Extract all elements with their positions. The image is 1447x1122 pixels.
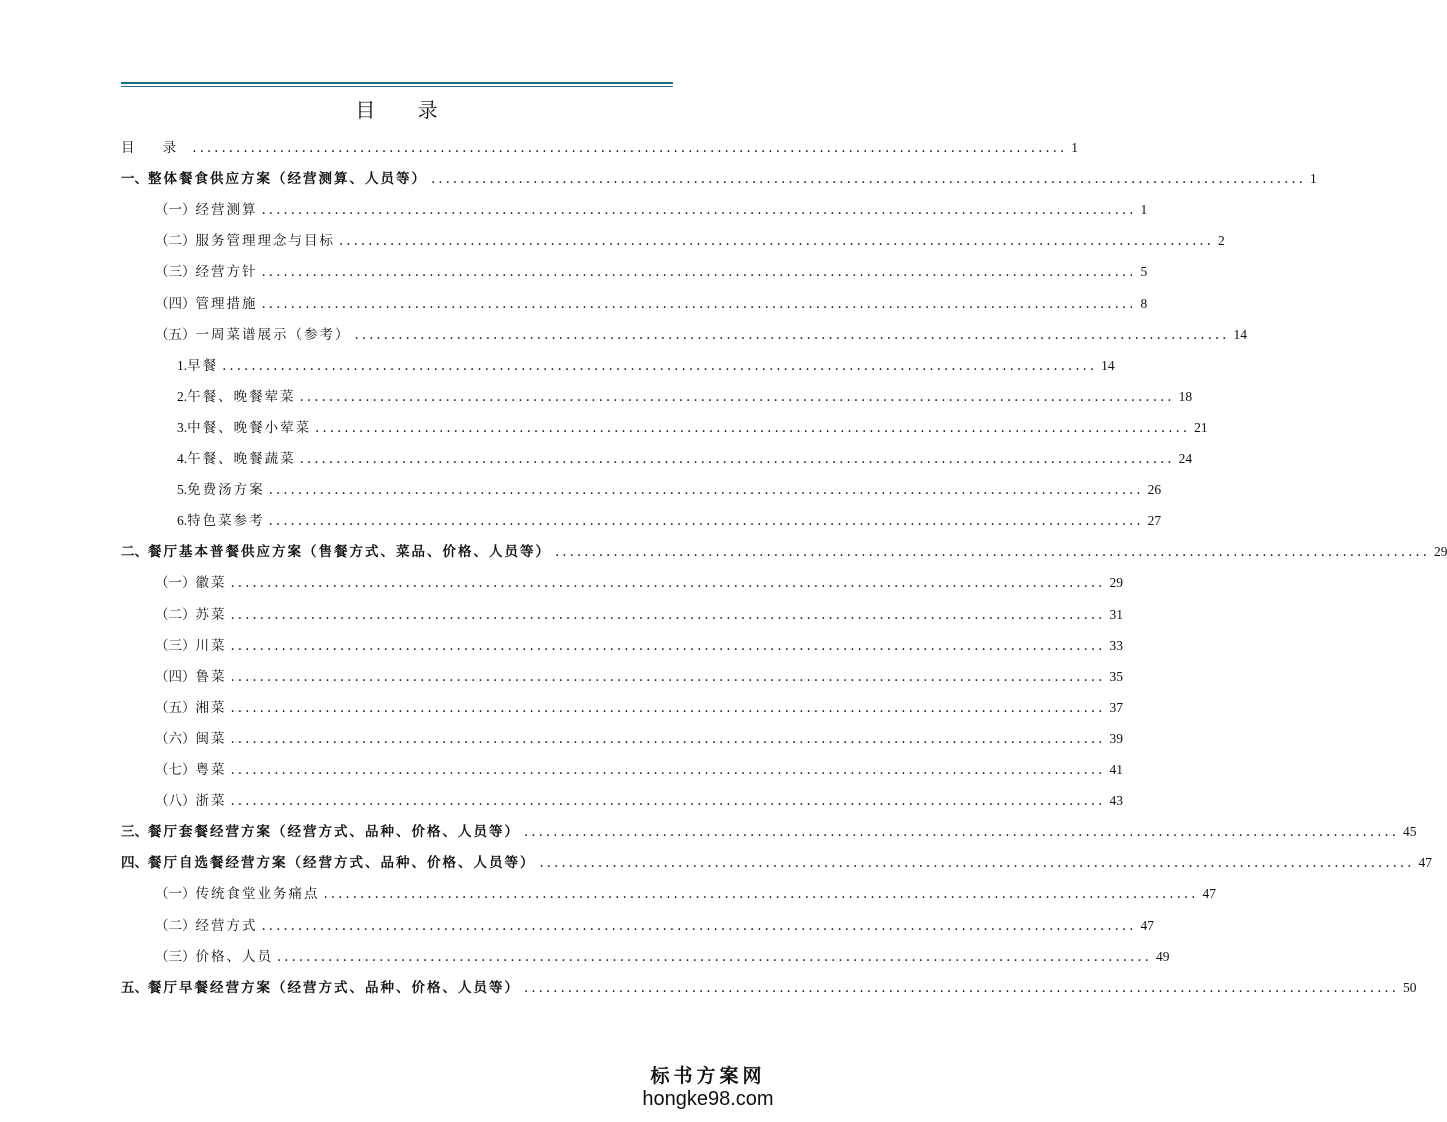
toc-entry-title: 服务管理理念与目标 (195, 233, 335, 250)
toc-page-number: 24 (1178, 451, 1193, 466)
toc-entry-title: 午餐、晚餐蔬菜 (187, 451, 296, 467)
toc-entry[interactable] (121, 227, 1225, 251)
toc-entry[interactable] (121, 569, 1123, 593)
toc-entry-number: 2. (177, 388, 188, 404)
toc-entry[interactable] (121, 725, 1123, 749)
toc-entry[interactable] (121, 165, 1317, 189)
toc-leader-dots: ........................................................................................................................ (323, 886, 1199, 903)
toc-entry-number: （三） (155, 637, 196, 654)
header-rule-thin (121, 86, 673, 87)
toc-leader-dots: ........................................................................................................................ (299, 388, 1175, 405)
toc-page-number: 14 (1101, 357, 1115, 373)
toc-entry-number: 3. (177, 419, 188, 435)
toc-entry[interactable] (121, 290, 1148, 314)
toc-entry-number: 二、 (121, 544, 148, 561)
toc-leader-dots: ........................................................................................................................ (315, 419, 1191, 436)
toc-entry[interactable] (121, 912, 1154, 936)
toc-leader-dots: ........................................................................................................................ (230, 762, 1106, 778)
toc-entry-title: 餐厅自选餐经营方案（经营方式、品种、价格、人员等） (148, 855, 536, 872)
toc-entry-title: 川菜 (195, 637, 227, 654)
toc-entry-title: 一周菜谱展示（参考） (195, 326, 351, 343)
toc-page-number: 49 (1155, 948, 1170, 964)
toc-entry[interactable] (121, 632, 1123, 656)
toc-entry-number: （二） (155, 233, 196, 250)
toc-leader-dots: ........................................................................................................................ (261, 202, 1137, 219)
toc-entry-number: （三） (155, 948, 196, 965)
toc-page-number: 1 (1071, 140, 1078, 155)
toc-leader-dots: ........................................................................................................................ (354, 326, 1230, 343)
watermark-en: hongke98.com (642, 1088, 774, 1110)
toc-entry-number: 6. (177, 513, 188, 529)
toc-entry[interactable] (121, 974, 1417, 998)
toc-page-number: 2 (1217, 233, 1225, 249)
toc-leader-dots: ........................................................................................................................ (524, 979, 1399, 996)
toc-page-number: 45 (1402, 824, 1417, 840)
toc-page-number: 31 (1109, 606, 1123, 622)
header-rule-thick (121, 82, 673, 84)
toc-entry-title: 经营方针 (195, 264, 258, 281)
toc-entry-title: 免费汤方案 (187, 482, 265, 499)
toc-page-number: 47 (1418, 855, 1432, 871)
toc-leader-dots: ........................................................................................................................ (339, 233, 1214, 250)
toc-entry-title: 价格、人员 (195, 948, 273, 965)
toc-entry-number: （四） (155, 295, 196, 312)
toc-entry-title: 传统食堂业务痛点 (195, 886, 320, 903)
toc-page-number: 5 (1140, 264, 1148, 280)
toc-page-number: 33 (1109, 637, 1123, 653)
toc-entry-title: 特色菜参考 (187, 513, 265, 530)
toc-entry[interactable] (121, 818, 1417, 842)
toc-leader-dots: ........................................................................................................................ (431, 171, 1306, 188)
toc-leader-dots: ........................................................................................................................ (230, 668, 1106, 685)
toc-entry[interactable] (121, 694, 1123, 718)
toc-entry-number: （四） (155, 668, 196, 685)
toc-page-number: 1 (1309, 171, 1317, 187)
toc-page-number: 41 (1109, 762, 1123, 777)
toc-entry[interactable] (121, 943, 1170, 967)
toc-entry-number: （三） (155, 264, 196, 281)
toc-leader-dots: ........................................................................................................................ (230, 637, 1106, 654)
toc-leader-dots: ........................................................................................................................ (299, 451, 1175, 467)
toc-entry[interactable] (121, 601, 1123, 625)
toc-page-number: 14 (1233, 326, 1247, 342)
toc-entry-number: 一、 (121, 171, 148, 188)
toc-entry-number: （五） (155, 699, 196, 716)
toc-leader-dots: ........................................................................................................................ (261, 264, 1137, 281)
toc-entry-number: 三、 (121, 824, 148, 841)
toc-entry-title: 目 录 (121, 140, 189, 156)
toc-entry[interactable] (121, 849, 1432, 873)
toc-entry-number: （一） (155, 886, 196, 903)
toc-entry-title: 粤菜 (195, 762, 227, 778)
toc-entry-number: （一） (155, 202, 196, 219)
toc-entry-number: 5. (177, 482, 188, 498)
toc-entry[interactable] (121, 787, 1123, 811)
toc-entry[interactable] (121, 756, 1123, 780)
toc-entry-number: 4. (177, 451, 188, 466)
toc-entry[interactable] (121, 538, 1447, 562)
toc-entry-number: 五、 (121, 979, 148, 996)
toc-entry[interactable] (121, 414, 1208, 438)
toc-entry-number: （一） (155, 575, 196, 592)
toc-entry-title: 经营方式 (195, 917, 258, 934)
toc-entry[interactable] (121, 134, 1078, 158)
toc-entry[interactable] (121, 352, 1115, 376)
toc-entry[interactable] (121, 880, 1216, 904)
toc-leader-dots: ........................................................................................................................ (261, 295, 1137, 312)
toc-leader-dots: ........................................................................................................................ (277, 948, 1152, 965)
page-title: 目 录 (355, 98, 456, 122)
toc-entry[interactable] (121, 383, 1193, 407)
toc-leader-dots: ........................................................................................................................ (261, 917, 1137, 934)
toc-entry-title: 午餐、晚餐荤菜 (187, 388, 296, 405)
toc-entry[interactable] (121, 445, 1193, 469)
watermark-logo (628, 1061, 788, 1110)
toc-entry-title: 餐厅套餐经营方案（经营方式、品种、价格、人员等） (148, 824, 520, 841)
toc-page-number: 18 (1178, 388, 1193, 404)
toc-page-number: 21 (1194, 419, 1208, 435)
toc-entry-title: 早餐 (187, 357, 219, 374)
toc-entry[interactable] (121, 196, 1148, 220)
toc-entry-number: （二） (155, 606, 196, 623)
toc-page-number: 35 (1109, 668, 1123, 684)
toc-leader-dots: ........................................................................................................................ (230, 793, 1106, 810)
toc-page-number: 29 (1433, 544, 1447, 560)
toc-entry[interactable] (121, 476, 1162, 500)
toc-entry[interactable] (121, 507, 1162, 531)
toc-entry-title: 餐厅早餐经营方案（经营方式、品种、价格、人员等） (148, 979, 520, 996)
toc-leader-dots: ........................................................................................................................ (268, 482, 1144, 499)
toc-entry[interactable] (121, 321, 1247, 345)
toc-entry-title: 整体餐食供应方案（经营测算、人员等） (148, 171, 427, 188)
toc-page-number: 50 (1402, 979, 1417, 995)
toc-leader-dots: ........................................................................................................................ (230, 575, 1106, 592)
toc-page-number: 26 (1147, 482, 1162, 498)
toc-entry-number: （二） (155, 917, 196, 934)
toc-page-number: 37 (1109, 699, 1123, 715)
toc-page-number: 27 (1147, 513, 1162, 529)
toc-page-number: 47 (1140, 917, 1154, 933)
toc-entry-title: 管理措施 (195, 295, 258, 312)
toc-entry-title: 闽菜 (195, 730, 227, 747)
toc-entry-number: （八） (155, 793, 196, 810)
toc-page-number: 43 (1109, 793, 1123, 809)
toc-page-number: 1 (1140, 202, 1148, 218)
toc-entry-number: （五） (155, 326, 196, 343)
toc-entry-number: 1. (177, 357, 188, 373)
toc-entry-title: 浙菜 (195, 793, 227, 810)
toc-leader-dots: ........................................................................................................................ (230, 730, 1106, 747)
toc-leader-dots: ........................................................................................................................ (524, 824, 1399, 841)
toc-page-number: 39 (1109, 730, 1123, 746)
toc-leader-dots: ........................................................................................................................ (230, 606, 1106, 623)
toc-entry-title: 湘菜 (195, 699, 227, 716)
toc-entry-title: 徽菜 (195, 575, 227, 592)
toc-entry-number: （六） (155, 730, 196, 747)
toc-page-number: 29 (1109, 575, 1123, 591)
toc-leader-dots: ........................................................................................................................ (539, 855, 1415, 872)
toc-leader-dots: ........................................................................................................................ (192, 140, 1068, 156)
toc-leader-dots: ........................................................................................................................ (555, 544, 1430, 561)
toc-entry-title: 经营测算 (195, 202, 258, 219)
toc-entry[interactable] (121, 258, 1148, 282)
toc-entry-title: 苏菜 (195, 606, 227, 623)
toc-entry-number: 四、 (121, 855, 148, 872)
watermark-cn: 标书方案网 (650, 1065, 766, 1087)
toc-leader-dots: ........................................................................................................................ (268, 513, 1144, 530)
toc-leader-dots: ........................................................................................................................ (222, 357, 1098, 374)
toc-entry-number: （七） (155, 762, 196, 778)
toc-entry-title: 鲁菜 (195, 668, 227, 685)
toc-entry[interactable] (121, 663, 1123, 687)
toc-entry-title: 中餐、晚餐小荤菜 (187, 419, 312, 436)
toc-leader-dots: ........................................................................................................................ (230, 699, 1106, 716)
toc-page-number: 47 (1202, 886, 1216, 902)
toc-page-number: 8 (1140, 295, 1148, 311)
toc-entry-title: 餐厅基本普餐供应方案（售餐方式、菜品、价格、人员等） (148, 544, 551, 561)
